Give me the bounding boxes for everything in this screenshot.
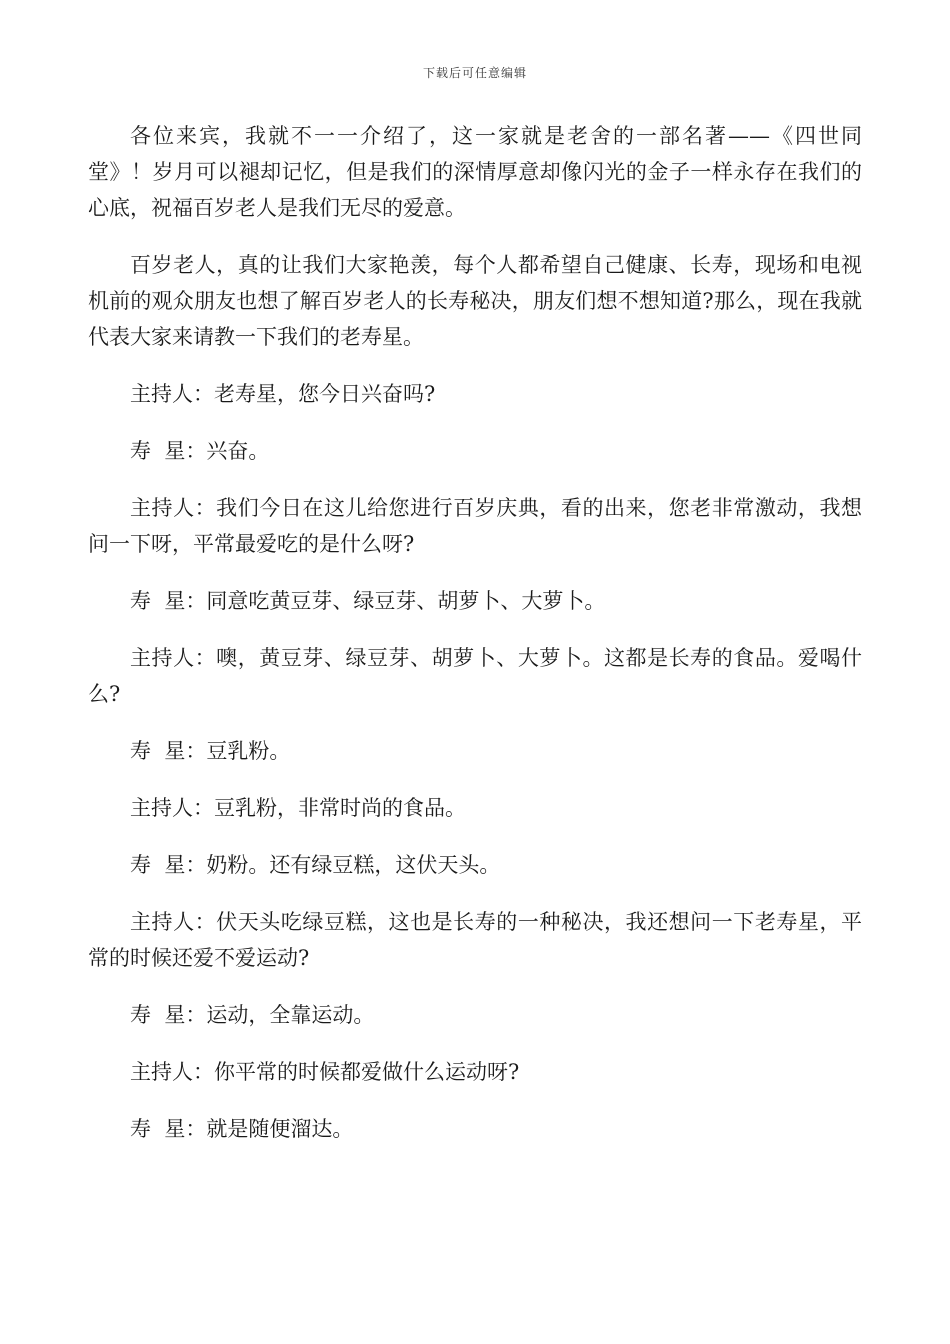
- paragraph: 寿 星：运动，全靠运动。: [130, 1003, 375, 1027]
- paragraph: 主持人：伏天头吃绿豆糕，这也是长寿的一种秘决，我还想问一下老寿星，平常的时候还爱不爱运动?: [88, 910, 862, 970]
- paragraph: 寿 星：同意吃黄豆芽、绿豆芽、胡萝卜、大萝卜。: [130, 589, 606, 613]
- paragraph: 各位来宾，我就不一一介绍了，这一家就是老舍的一部名著——《四世同堂》！岁月可以褪却记忆，但是我们的深情厚意却像闪光的金子一样永存在我们的心底，祝福百岁老人是我们无尽的爱意。: [88, 124, 862, 220]
- paragraph: 主持人：你平常的时候都爱做什么运动呀?: [130, 1060, 520, 1084]
- paragraph: 百岁老人，真的让我们大家艳羡，每个人都希望自己健康、长寿，现场和电视机前的观众朋友也想了解百岁老人的长寿秘决，朋友们想不想知道?那么，现在我就代表大家来请教一下我们的老寿星。: [88, 253, 862, 349]
- paragraph: 主持人：老寿星，您今日兴奋吗?: [130, 382, 436, 406]
- paragraph: 主持人：豆乳粉，非常时尚的食品。: [130, 796, 466, 820]
- page-header-note: 下载后可任意编辑: [422, 66, 527, 80]
- paragraph: 主持人：我们今日在这儿给您进行百岁庆典，看的出来，您老非常激动，我想问一下呀，平常最爱吃的是什么呀?: [88, 496, 862, 556]
- paragraph: 主持人：噢，黄豆芽、绿豆芽、胡萝卜、大萝卜。这都是长寿的食品。爱喝什么?: [88, 646, 862, 706]
- paragraph: 寿 星：豆乳粉。: [130, 739, 291, 763]
- paragraph: 寿 星：就是随便溜达。: [130, 1117, 354, 1141]
- document-body: [88, 118, 862, 1168]
- paragraph: 寿 星：奶粉。还有绿豆糕，这伏天头。: [130, 853, 501, 877]
- paragraph: 寿 星：兴奋。: [130, 439, 270, 463]
